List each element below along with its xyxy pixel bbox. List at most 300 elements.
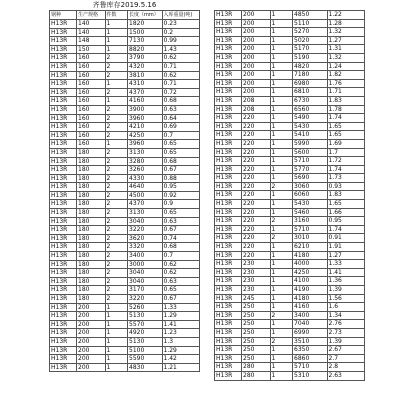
table-cell[interactable]: 4180 [293,294,328,303]
table-cell[interactable]: 230 [242,286,271,295]
table-cell[interactable]: H13R [50,191,77,200]
table-cell[interactable]: 1.3 [162,337,200,346]
table-cell[interactable]: 6210 [293,243,328,252]
table-cell[interactable]: H13R [50,295,77,304]
table-cell[interactable]: 250 [242,328,271,337]
table-cell[interactable]: 1 [270,96,293,105]
table-cell[interactable]: 2 [105,234,128,243]
table-cell[interactable]: 140 [77,28,106,37]
table-cell[interactable]: 0.2 [162,28,200,37]
table-cell[interactable]: 2 [270,234,293,243]
table-cell[interactable]: 2 [105,217,128,226]
table-cell[interactable]: 2 [105,62,128,71]
table-cell[interactable]: H13R [50,260,77,269]
table-cell[interactable]: 200 [77,320,106,329]
table-cell[interactable]: 0.69 [162,123,200,132]
table-cell[interactable]: H13R [50,166,77,175]
table-cell[interactable]: 1 [270,53,293,62]
table-cell[interactable]: 4820 [293,62,328,71]
table-cell[interactable]: 180 [77,200,106,209]
table-cell[interactable]: H13R [50,123,77,132]
table-cell[interactable]: H13R [215,303,242,312]
table-cell[interactable]: 160 [77,80,106,89]
table-cell[interactable]: 6990 [293,328,328,337]
table-cell[interactable]: H13R [50,105,77,114]
table-cell[interactable]: H13R [50,80,77,89]
table-cell[interactable]: 2 [105,148,128,157]
table-cell[interactable]: 220 [242,131,271,140]
table-cell[interactable]: 2 [105,200,128,209]
table-cell[interactable]: 200 [77,303,106,312]
table-cell[interactable]: 0.93 [327,182,365,191]
table-cell[interactable]: 1 [105,45,128,54]
table-cell[interactable]: 1 [270,157,293,166]
table-cell[interactable]: 230 [242,268,271,277]
table-cell[interactable]: 230 [242,260,271,269]
table-cell[interactable]: 1 [105,20,128,29]
table-cell[interactable]: 180 [77,277,106,286]
table-cell[interactable]: 1 [270,139,293,148]
table-cell[interactable]: 0.67 [162,226,200,235]
table-cell[interactable]: 1 [270,346,293,355]
table-cell[interactable]: 1.91 [327,243,365,252]
table-cell[interactable]: 2 [105,105,128,114]
table-cell[interactable]: H13R [50,269,77,278]
table-cell[interactable]: 5990 [293,139,328,148]
table-cell[interactable]: H13R [215,131,242,140]
table-cell[interactable]: 200 [242,88,271,97]
table-cell[interactable]: 1.39 [327,337,365,346]
table-cell[interactable]: 5570 [128,320,163,329]
table-cell[interactable]: 1.23 [162,329,200,338]
table-cell[interactable]: 180 [77,191,106,200]
table-cell[interactable]: 180 [77,234,106,243]
table-cell[interactable]: 160 [77,88,106,97]
table-cell[interactable]: 160 [77,140,106,149]
table-cell[interactable]: H13R [215,320,242,329]
table-cell[interactable]: 2.67 [327,346,365,355]
table-cell[interactable]: H13R [215,363,242,372]
table-cell[interactable]: 3960 [128,114,163,123]
table-cell[interactable]: 4160 [293,303,328,312]
table-cell[interactable]: 3260 [128,166,163,175]
table-cell[interactable]: 1.69 [327,139,365,148]
table-cell[interactable]: 4320 [128,62,163,71]
table-cell[interactable]: 1 [270,208,293,217]
table-cell[interactable]: 2 [270,337,293,346]
table-cell[interactable]: 6730 [293,96,328,105]
table-cell[interactable]: 1.7 [327,148,365,157]
table-cell[interactable]: 250 [242,337,271,346]
table-cell[interactable]: H13R [215,286,242,295]
table-cell[interactable]: 2 [105,157,128,166]
table-cell[interactable]: 1 [105,303,128,312]
table-cell[interactable]: 7130 [128,37,163,46]
table-cell[interactable]: 0.99 [162,37,200,46]
table-cell[interactable]: 5260 [128,303,163,312]
table-cell[interactable]: 1 [105,329,128,338]
table-cell[interactable]: 4920 [128,329,163,338]
table-cell[interactable]: 200 [242,79,271,88]
table-cell[interactable]: 220 [242,148,271,157]
table-cell[interactable]: 3220 [128,295,163,304]
table-cell[interactable]: H13R [215,148,242,157]
table-cell[interactable]: 1 [270,251,293,260]
table-cell[interactable]: 1 [270,294,293,303]
table-cell[interactable]: 180 [77,243,106,252]
table-cell[interactable]: 200 [242,19,271,28]
table-cell[interactable]: 200 [242,28,271,37]
table-cell[interactable]: H13R [215,277,242,286]
table-cell[interactable]: 1500 [128,28,163,37]
table-cell[interactable]: H13R [50,286,77,295]
table-cell[interactable]: 1.22 [327,11,365,20]
table-cell[interactable]: H13R [215,45,242,54]
table-cell[interactable]: H13R [215,328,242,337]
table-cell[interactable]: 4310 [128,80,163,89]
table-cell[interactable]: 1 [105,355,128,364]
table-cell[interactable]: 1.71 [327,88,365,97]
table-cell[interactable]: 200 [77,363,106,372]
table-cell[interactable]: 1.74 [327,114,365,123]
table-cell[interactable]: 220 [242,122,271,131]
table-cell[interactable]: 2 [105,123,128,132]
table-cell[interactable]: 3040 [128,269,163,278]
table-cell[interactable]: 5590 [128,355,163,364]
table-cell[interactable]: H13R [215,234,242,243]
table-cell[interactable]: 250 [242,320,271,329]
table-cell[interactable]: 2 [270,182,293,191]
table-cell[interactable]: 1.74 [327,165,365,174]
table-cell[interactable]: 3960 [128,140,163,149]
table-cell[interactable]: H13R [50,200,77,209]
table-cell[interactable]: 1.39 [327,286,365,295]
table-cell[interactable]: 140 [77,20,106,29]
table-cell[interactable]: 0.68 [162,97,200,106]
table-cell[interactable]: 1 [270,62,293,71]
table-cell[interactable]: 160 [77,54,106,63]
table-cell[interactable]: 1 [270,243,293,252]
table-cell[interactable]: H13R [50,174,77,183]
table-cell[interactable]: 1.65 [327,131,365,140]
table-cell[interactable]: 1.29 [162,312,200,321]
table-cell[interactable]: 1.78 [327,105,365,114]
table-cell[interactable]: 220 [242,182,271,191]
table-cell[interactable]: 5600 [293,148,328,157]
table-cell[interactable]: H13R [215,225,242,234]
table-cell[interactable]: 220 [242,174,271,183]
table-cell[interactable]: 6350 [293,346,328,355]
table-cell[interactable]: 5100 [128,346,163,355]
table-cell[interactable]: 5310 [293,371,328,380]
table-cell[interactable]: 1.83 [327,191,365,200]
table-cell[interactable]: 220 [242,225,271,234]
table-cell[interactable]: 1.66 [327,208,365,217]
table-cell[interactable]: 180 [77,209,106,218]
table-cell[interactable]: 2 [105,252,128,261]
table-cell[interactable]: 0.68 [162,243,200,252]
table-cell[interactable]: 7040 [293,320,328,329]
table-cell[interactable]: H13R [50,217,77,226]
table-cell[interactable]: 5710 [293,157,328,166]
table-cell[interactable]: 1 [270,260,293,269]
table-cell[interactable]: H13R [215,114,242,123]
table-cell[interactable]: 180 [77,166,106,175]
table-cell[interactable]: 2 [105,243,128,252]
table-cell[interactable]: 1 [270,45,293,54]
table-cell[interactable]: 5170 [293,45,328,54]
table-cell[interactable]: 1 [270,88,293,97]
table-cell[interactable]: 180 [77,260,106,269]
table-cell[interactable]: H13R [50,355,77,364]
table-cell[interactable]: 1.65 [327,122,365,131]
table-cell[interactable]: 1.34 [327,311,365,320]
table-cell[interactable]: 200 [242,36,271,45]
table-cell[interactable]: H13R [50,157,77,166]
table-cell[interactable]: H13R [215,294,242,303]
table-cell[interactable]: 7180 [293,71,328,80]
table-cell[interactable]: 2 [105,286,128,295]
table-cell[interactable]: 160 [77,123,106,132]
table-cell[interactable]: 250 [242,303,271,312]
table-cell[interactable]: 8820 [128,45,163,54]
table-cell[interactable]: 3620 [128,234,163,243]
table-cell[interactable]: 1.32 [327,53,365,62]
table-cell[interactable]: 3320 [128,243,163,252]
table-cell[interactable]: 180 [77,183,106,192]
table-cell[interactable]: 4100 [293,277,328,286]
table-cell[interactable]: H13R [50,303,77,312]
table-cell[interactable]: 1 [270,105,293,114]
table-cell[interactable]: 4500 [128,191,163,200]
table-cell[interactable]: H13R [215,337,242,346]
table-cell[interactable]: 3810 [128,71,163,80]
table-cell[interactable]: 3130 [128,148,163,157]
table-cell[interactable]: 220 [242,191,271,200]
table-cell[interactable]: 1 [270,122,293,131]
table-cell[interactable]: 208 [242,96,271,105]
table-cell[interactable]: H13R [50,329,77,338]
table-cell[interactable]: 1 [270,79,293,88]
table-cell[interactable]: 200 [77,355,106,364]
table-cell[interactable]: 1.33 [162,303,200,312]
table-cell[interactable]: 6810 [293,88,328,97]
table-cell[interactable]: H13R [215,62,242,71]
table-cell[interactable]: H13R [50,312,77,321]
table-cell[interactable]: 2 [270,311,293,320]
table-cell[interactable]: 220 [242,157,271,166]
table-cell[interactable]: 180 [77,217,106,226]
table-cell[interactable]: 4370 [128,200,163,209]
table-cell[interactable]: 250 [242,311,271,320]
table-cell[interactable]: 1 [270,200,293,209]
table-cell[interactable]: 1.74 [327,225,365,234]
table-cell[interactable]: 0.65 [162,148,200,157]
table-cell[interactable]: 4370 [128,88,163,97]
table-cell[interactable]: 5710 [293,225,328,234]
table-cell[interactable]: 0.67 [162,295,200,304]
table-cell[interactable]: 2 [105,277,128,286]
table-cell[interactable]: 1 [270,320,293,329]
table-cell[interactable]: 0.7 [162,131,200,140]
table-cell[interactable]: 5130 [128,337,163,346]
table-cell[interactable]: H13R [215,268,242,277]
table-cell[interactable]: 1 [270,354,293,363]
table-cell[interactable]: 0.63 [162,105,200,114]
table-cell[interactable]: 5460 [293,208,328,217]
table-cell[interactable]: H13R [215,165,242,174]
table-cell[interactable]: 5690 [293,174,328,183]
table-cell[interactable]: 0.95 [327,217,365,226]
table-cell[interactable]: 1 [105,346,128,355]
table-cell[interactable]: 5020 [293,36,328,45]
table-cell[interactable]: 0.67 [162,166,200,175]
table-cell[interactable]: 6560 [293,105,328,114]
table-cell[interactable]: 180 [77,148,106,157]
table-cell[interactable]: H13R [50,337,77,346]
table-cell[interactable]: 1 [270,148,293,157]
table-cell[interactable]: 1.27 [327,251,365,260]
table-cell[interactable]: H13R [215,96,242,105]
table-cell[interactable]: 1.41 [327,268,365,277]
table-cell[interactable]: H13R [50,140,77,149]
table-cell[interactable]: 1 [105,337,128,346]
table-cell[interactable]: 2.63 [327,371,365,380]
table-cell[interactable]: 0.63 [162,217,200,226]
table-cell[interactable]: H13R [50,363,77,372]
table-cell[interactable]: H13R [215,79,242,88]
table-cell[interactable]: H13R [215,36,242,45]
table-cell[interactable]: 0.62 [162,260,200,269]
table-cell[interactable]: 2.73 [327,328,365,337]
table-cell[interactable]: 160 [77,131,106,140]
table-cell[interactable]: 4210 [128,123,163,132]
table-cell[interactable]: 4250 [128,131,163,140]
table-cell[interactable]: 1 [270,71,293,80]
table-cell[interactable]: 1.31 [327,45,365,54]
table-cell[interactable]: 3790 [128,54,163,63]
table-cell[interactable]: 1.32 [327,28,365,37]
table-cell[interactable]: 3900 [128,105,163,114]
table-cell[interactable]: H13R [215,182,242,191]
table-cell[interactable]: 1.43 [162,45,200,54]
table-cell[interactable]: 200 [242,62,271,71]
table-cell[interactable]: 3040 [128,277,163,286]
table-cell[interactable]: H13R [50,20,77,29]
table-cell[interactable]: H13R [215,217,242,226]
table-cell[interactable]: 2.7 [327,354,365,363]
table-cell[interactable]: H13R [50,209,77,218]
table-cell[interactable]: 3400 [293,311,328,320]
table-cell[interactable]: 208 [242,105,271,114]
table-cell[interactable]: 1 [105,37,128,46]
table-cell[interactable]: 1 [270,165,293,174]
table-cell[interactable]: H13R [50,28,77,37]
table-cell[interactable]: 6060 [293,191,328,200]
table-cell[interactable]: H13R [215,105,242,114]
table-cell[interactable]: 0.71 [162,80,200,89]
table-cell[interactable]: 0.74 [162,234,200,243]
header-cell-spec[interactable]: 生产规格 [77,11,106,20]
table-cell[interactable]: 1 [270,277,293,286]
table-cell[interactable]: 1 [105,97,128,106]
table-cell[interactable]: 2 [105,191,128,200]
table-cell[interactable]: 220 [242,139,271,148]
table-cell[interactable]: 0.7 [162,252,200,261]
table-cell[interactable]: 180 [77,174,106,183]
table-cell[interactable]: 2.8 [327,363,365,372]
table-cell[interactable]: 4330 [128,174,163,183]
table-cell[interactable]: 1 [105,140,128,149]
table-cell[interactable]: 180 [77,157,106,166]
table-cell[interactable]: 220 [242,251,271,260]
table-cell[interactable]: H13R [215,191,242,200]
header-cell-count[interactable]: 件数 [105,11,128,20]
table-cell[interactable]: H13R [50,131,77,140]
table-cell[interactable]: 1.41 [162,320,200,329]
table-cell[interactable]: H13R [215,139,242,148]
table-cell[interactable]: 4000 [293,260,328,269]
table-cell[interactable]: 1 [270,371,293,380]
table-cell[interactable]: H13R [215,243,242,252]
table-cell[interactable]: 0.9 [162,200,200,209]
table-cell[interactable]: H13R [215,28,242,37]
table-cell[interactable]: 1.72 [327,157,365,166]
table-cell[interactable]: 2 [105,260,128,269]
table-cell[interactable]: 1.28 [327,19,365,28]
table-cell[interactable]: 3160 [293,217,328,226]
table-cell[interactable]: H13R [215,19,242,28]
table-cell[interactable]: 220 [242,243,271,252]
table-cell[interactable]: 220 [242,208,271,217]
table-cell[interactable]: H13R [50,346,77,355]
table-cell[interactable]: 2 [105,131,128,140]
table-cell[interactable]: 3510 [293,337,328,346]
table-cell[interactable]: H13R [50,243,77,252]
table-cell[interactable]: 180 [77,295,106,304]
table-cell[interactable]: 0.72 [162,88,200,97]
table-cell[interactable]: 1 [270,286,293,295]
table-cell[interactable]: H13R [215,251,242,260]
table-cell[interactable]: H13R [50,37,77,46]
table-cell[interactable]: 180 [77,269,106,278]
table-cell[interactable]: 4250 [293,268,328,277]
table-cell[interactable]: H13R [50,62,77,71]
table-cell[interactable]: 0.71 [162,62,200,71]
table-cell[interactable]: 1 [270,328,293,337]
table-cell[interactable]: 2 [105,269,128,278]
table-cell[interactable]: 1 [105,28,128,37]
table-cell[interactable]: 200 [242,53,271,62]
table-cell[interactable]: 148 [77,37,106,46]
table-cell[interactable]: 1 [270,268,293,277]
table-cell[interactable]: H13R [215,208,242,217]
table-cell[interactable]: 200 [77,337,106,346]
table-cell[interactable]: 1.65 [327,200,365,209]
table-cell[interactable]: 0.65 [162,286,200,295]
table-cell[interactable]: 2 [105,88,128,97]
table-cell[interactable]: 1.29 [162,346,200,355]
table-cell[interactable]: H13R [215,260,242,269]
table-cell[interactable]: 1.6 [327,303,365,312]
table-cell[interactable]: 200 [77,312,106,321]
table-cell[interactable]: 3280 [128,157,163,166]
table-cell[interactable]: 3170 [128,286,163,295]
table-cell[interactable]: 5770 [293,165,328,174]
table-cell[interactable]: 1 [270,19,293,28]
table-cell[interactable]: 250 [242,346,271,355]
table-cell[interactable]: 1.21 [162,363,200,372]
